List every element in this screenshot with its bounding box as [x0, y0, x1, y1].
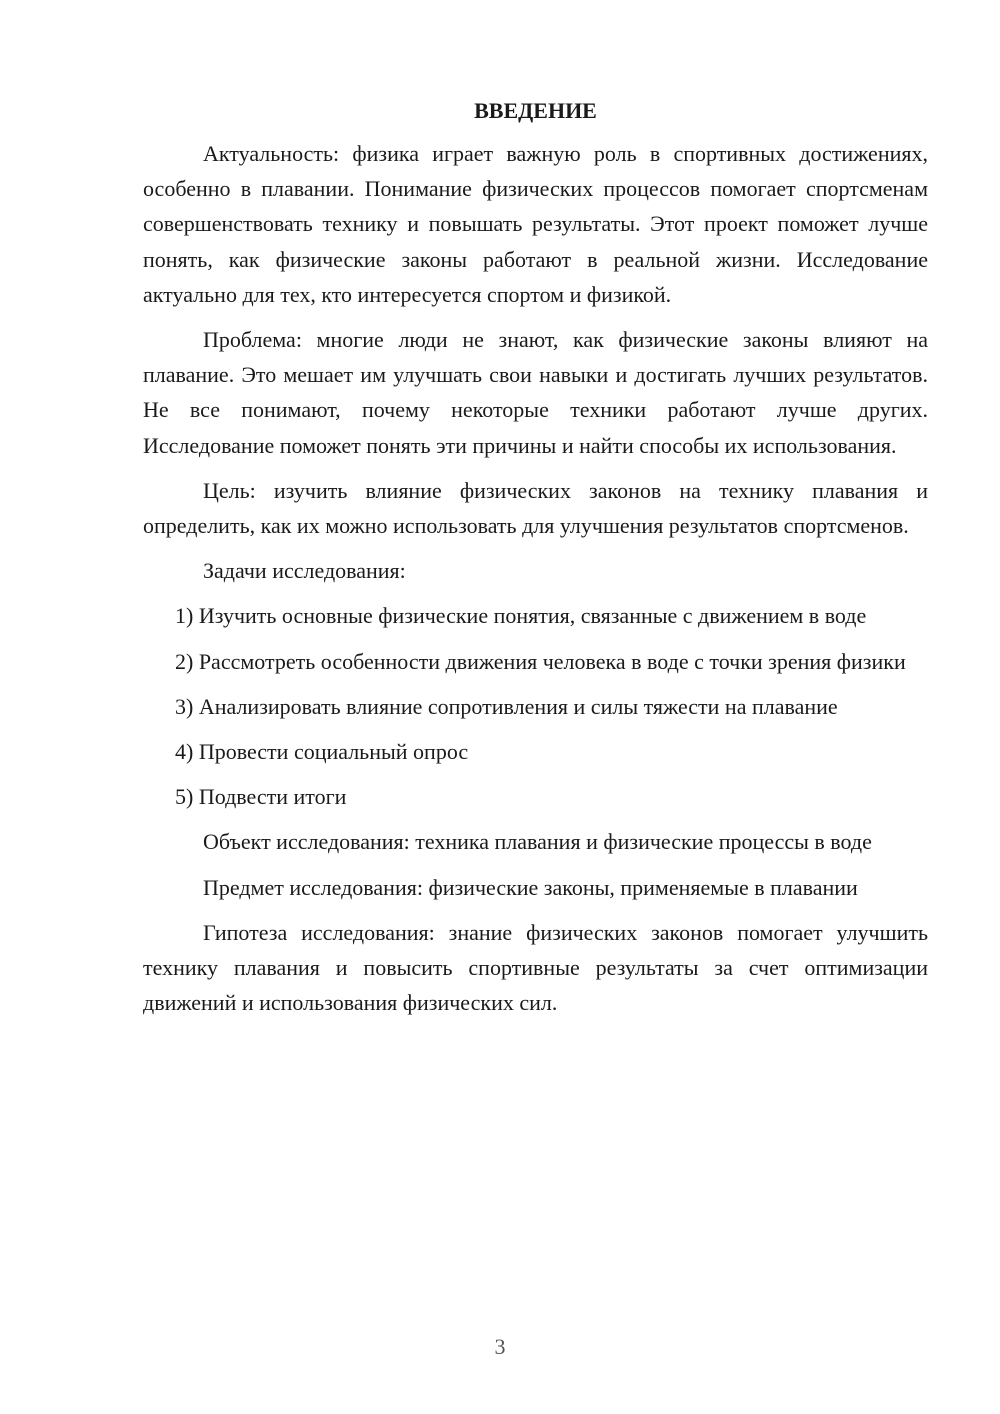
- relevance-paragraph: Актуальность: физика играет важную роль в спортивных достижениях, особенно в плавании. Понимание физических процессов помогает спортсменам совершенствовать технику и повышать результаты. Этот проект поможет лучше понять, как физические законы работают в реальной жизни. Исследование актуально для тех, кто интересуется спортом и физикой.: [143, 141, 928, 307]
- object-paragraph: Объект исследования: техника плавания и физические процессы в воде: [203, 829, 872, 855]
- hypothesis-paragraph: Гипотеза исследования: знание физических законов помогает улучшить технику плавания и повысить спортивные результаты за счет оптимизации движений и использования физических сил.: [143, 919, 928, 1016]
- tasks-heading: Задачи исследования:: [203, 558, 406, 584]
- problem-paragraph: Проблема: многие люди не знают, как физические законы влияют на плавание. Это мешает им улучшать свои навыки и достигать лучших результатов. Не все понимают, почему некоторые техники работают лучше других. Исследование поможет понять эти причины и найти способы их использования.: [143, 327, 928, 458]
- page-title: ВВЕДЕНИЕ: [474, 98, 597, 123]
- list-item: 2) Рассмотреть особенности движения человека в воде с точки зрения физики: [175, 648, 906, 674]
- list-item: 3) Анализировать влияние сопротивления и силы тяжести на плавание: [175, 693, 838, 719]
- list-item: 1) Изучить основные физические понятия, связанные с движением в воде: [175, 603, 867, 629]
- document-page: [143, 96, 928, 1030]
- goal-paragraph: Цель: изучить влияние физических законов на технику плавания и определить, как их можно использовать для улучшения результатов спортсменов.: [143, 477, 928, 539]
- page-number: 3: [494, 1334, 506, 1359]
- tasks-list: [143, 598, 928, 814]
- subject-paragraph: Предмет исследования: физические законы, применяемые в плавании: [203, 874, 858, 900]
- list-item: 4) Провести социальный опрос: [175, 739, 469, 765]
- list-item: 5) Подвести итоги: [175, 784, 347, 810]
